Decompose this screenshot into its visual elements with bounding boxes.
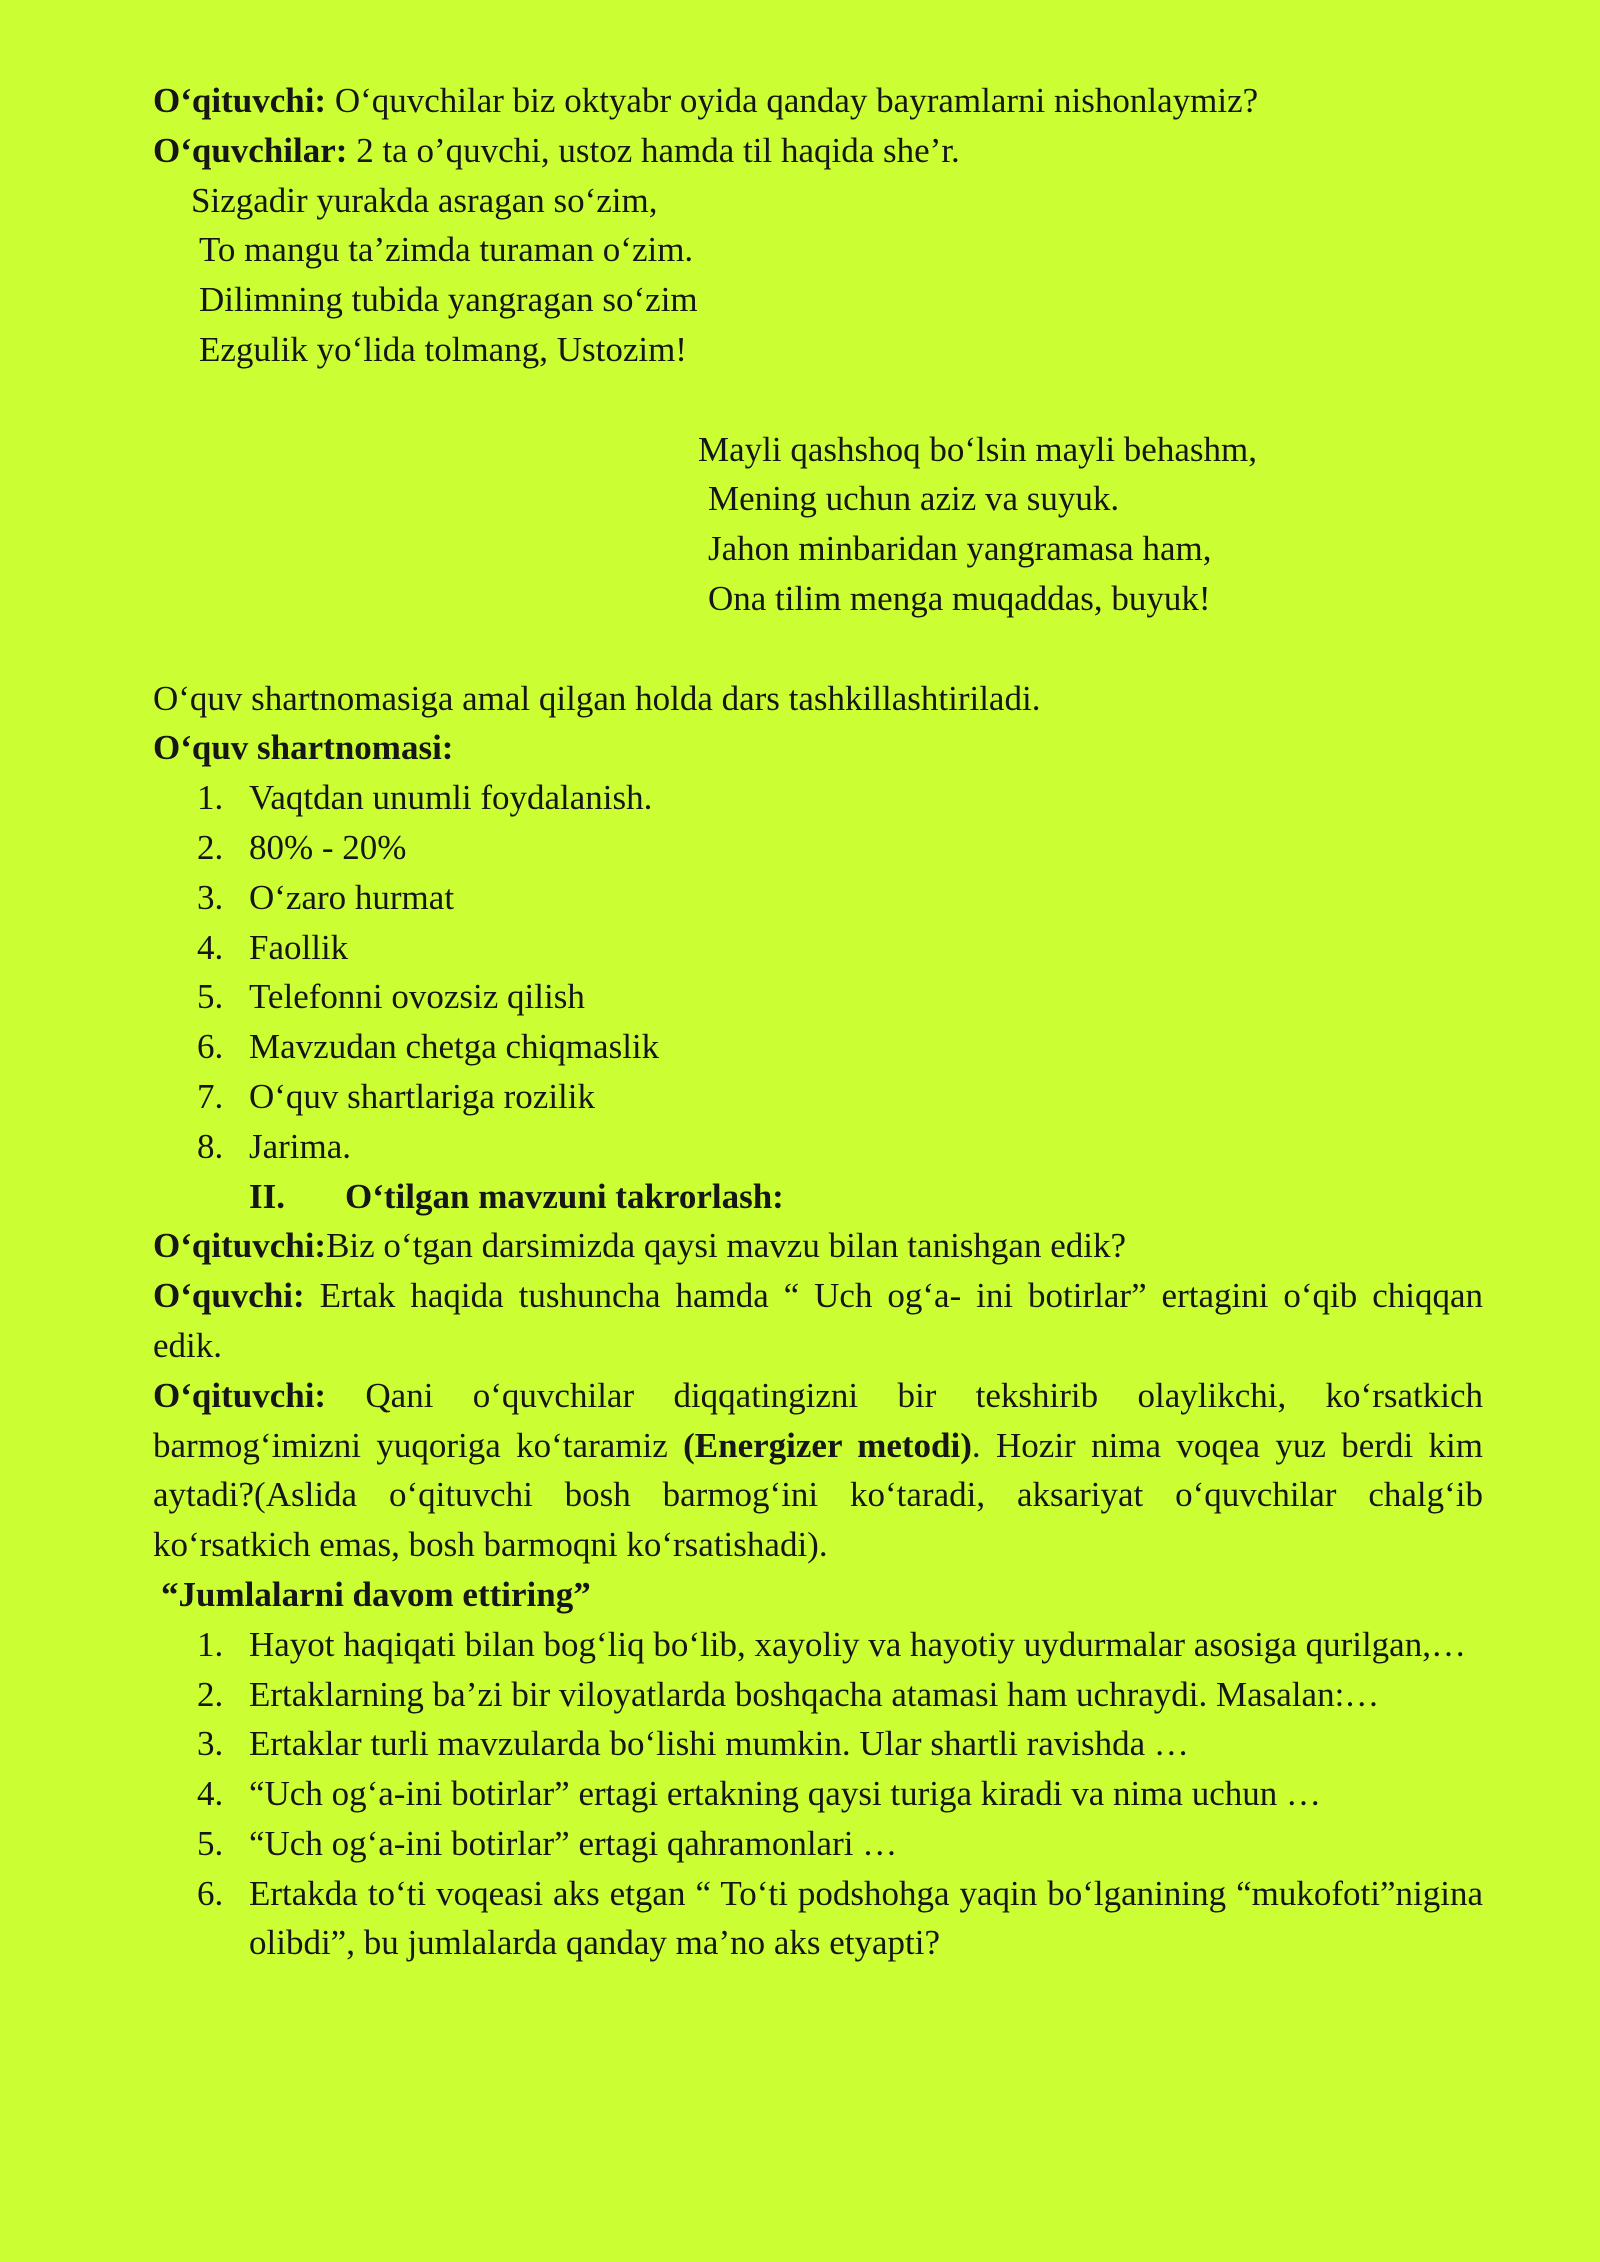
poem-line: Mayli qashshoq bo‘lsin mayli behashm, xyxy=(698,429,1257,469)
list-item: 5. “Uch og‘a-ini botirlar” ertagi qahramonlari … xyxy=(197,1823,898,1863)
teacher-question-text: O‘quvchilar biz oktyabr oyida qanday bayramlarni nishonlaymiz? xyxy=(326,81,1259,120)
poem-line: To mangu ta’zimda turaman o‘zim. xyxy=(199,230,694,270)
poem-line: Mening uchun aziz va suyuk. xyxy=(708,479,1120,519)
teacher-question xyxy=(153,76,1483,126)
list-item: 6. Ertakda to‘ti voqeasi aks etgan “ To‘ti podshohga yaqin bo‘lganining “mukofoti”nigina olibdi”, bu jumlalarda qanday ma’no aks etyapti? xyxy=(197,1873,1483,1963)
method-label: (Energizer metodi) xyxy=(683,1425,972,1465)
list-item: 6. Mavzudan chetga chiqmaslik xyxy=(197,1027,660,1067)
poem-line: Sizgadir yurakda asragan so‘zim, xyxy=(191,180,658,220)
contract-intro: O‘quv shartnomasiga amal qilgan holda dars tashkillashtiriladi. xyxy=(153,678,1041,718)
poem-line: Jahon minbaridan yangramasa ham, xyxy=(708,529,1212,569)
speaker-label: O‘quvchilar: xyxy=(153,130,348,170)
spacer xyxy=(153,624,1483,674)
poem-teacher xyxy=(153,176,1483,375)
students-answer xyxy=(153,126,1483,176)
teacher-instruction: O‘qituvchi: Qani o‘quvchilar diqqatingizni bir tekshirib olaylikchi, ko‘rsatkich barmog‘imizni yuqoriga ko‘taramiz (Energizer metodi). Hozir nima voqea yuz berdi kim aytadi?(Aslida o‘qituvchi bosh barmog‘ini ko‘taradi, aksariyat o‘quvchilar chalg‘ib ko‘rsatkich emas, bosh barmoqni ko‘rsatishadi). xyxy=(153,1375,1483,1565)
students-answer-text: 2 ta o’quvchi, ustoz hamda til haqida she’r. xyxy=(347,130,960,170)
section-heading xyxy=(153,1172,1483,1222)
speaker-label: O‘qituvchi: xyxy=(153,1226,327,1266)
list-item: 4. Faollik xyxy=(197,927,349,967)
list-item: 1. Vaqtdan unumli foydalanish. xyxy=(197,778,653,818)
teacher-question: O‘qituvchi:Biz o‘tgan darsimizda qaysi mavzu bilan tanishgan edik? xyxy=(153,1226,1126,1266)
list-item: 5. Telefonni ovozsiz qilish xyxy=(197,977,585,1017)
contract-title: O‘quv shartnomasi: xyxy=(153,728,454,768)
list-item: 3. Ertaklar turli mavzularda bo‘lishi mumkin. Ular shartli ravishda … xyxy=(197,1724,1189,1764)
list-item: 8. Jarima. xyxy=(197,1126,352,1166)
list-item: 7. O‘quv shartlariga rozilik xyxy=(197,1076,596,1116)
speaker-label: O‘quvchi: xyxy=(153,1276,305,1316)
list-item: 2. Ertaklarning ba’zi bir viloyatlarda boshqacha atamasi ham uchraydi. Masalan:… xyxy=(197,1674,1380,1714)
speaker-label: O‘qituvchi: xyxy=(153,1375,327,1415)
list-item: 1. Hayot haqiqati bilan bog‘liq bo‘lib, xayoliy va hayotiy uydurmalar asosiga qurilgan,… xyxy=(197,1624,1466,1664)
poem-language xyxy=(153,425,1483,624)
poem-line: Ezgulik yo‘lida tolmang, Ustozim! xyxy=(199,329,687,369)
list-item: 4. “Uch og‘a-ini botirlar” ertagi ertakning qaysi turiga kiradi va nima uchun … xyxy=(197,1774,1321,1814)
list-item: 3. O‘zaro hurmat xyxy=(197,877,455,917)
section-numeral: II. xyxy=(249,1176,285,1216)
section-title: O‘tilgan mavzuni takrorlash: xyxy=(345,1176,784,1216)
poem-line: Dilimning tubida yangragan so‘zim xyxy=(199,280,698,320)
list-item: 2. 80% - 20% xyxy=(197,827,407,867)
task-title: “Jumlalarni davom ettiring” xyxy=(161,1574,591,1614)
speaker-label: O‘qituvchi: xyxy=(153,81,327,120)
student-answer: O‘quvchi: Ertak haqida tushuncha hamda “ Uch og‘a- ini botirlar” ertagini o‘qib chiqqan edik. xyxy=(153,1276,1483,1365)
task-list xyxy=(153,1620,1483,1969)
poem-line: Ona tilim menga muqaddas, buyuk! xyxy=(708,578,1211,618)
contract-list xyxy=(153,773,1483,1171)
